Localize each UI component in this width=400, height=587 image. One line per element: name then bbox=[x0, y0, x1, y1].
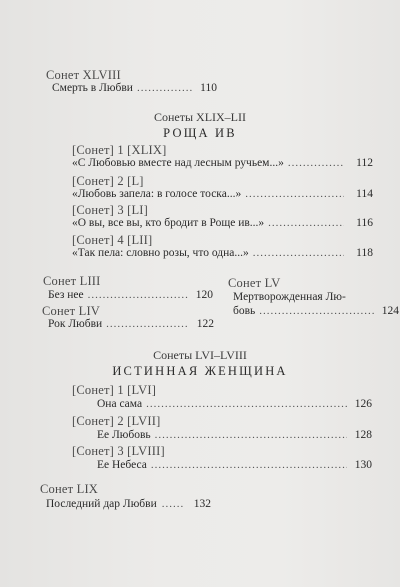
toc-heading-g2-1: [Сонет] 1 [LVI] bbox=[72, 383, 157, 397]
toc-page-number: 116 bbox=[356, 217, 373, 229]
toc-heading-s53: Сонет LIII bbox=[43, 274, 101, 288]
toc-heading-s48: Сонет XLVIII bbox=[46, 68, 121, 82]
toc-entry-s54[interactable] bbox=[48, 318, 214, 330]
dot-leader bbox=[155, 429, 347, 441]
toc-entry-g1-2[interactable] bbox=[72, 188, 373, 200]
dot-leader bbox=[259, 305, 373, 317]
dot-leader bbox=[268, 217, 344, 229]
dot-leader bbox=[151, 459, 347, 471]
toc-title: Ее Небеса bbox=[97, 459, 147, 471]
group-heading-49-52: Сонеты XLIX–LII bbox=[153, 110, 247, 124]
toc-title: «О вы, все вы, кто бродит в Роще ив...» bbox=[72, 217, 265, 229]
toc-heading-s54: Сонет LIV bbox=[42, 304, 101, 318]
toc-entry-s48[interactable] bbox=[52, 82, 217, 94]
toc-title: «Так пела: словно розы, что одна...» bbox=[72, 247, 249, 259]
toc-title: «С Любовью вместе над лесным ручьем...» bbox=[72, 157, 284, 169]
toc-heading-s59: Сонет LIX bbox=[40, 482, 99, 496]
toc-heading-g1-2: [Сонет] 2 [L] bbox=[72, 174, 144, 188]
toc-heading-g2-2: [Сонет] 2 [LVII] bbox=[72, 414, 161, 428]
toc-page-number: 126 bbox=[354, 398, 372, 410]
toc-entry-g2-1[interactable] bbox=[97, 398, 372, 410]
dot-leader bbox=[245, 188, 344, 200]
dot-leader bbox=[106, 318, 189, 330]
toc-title: Смерть в Любви bbox=[52, 82, 133, 94]
toc-page-number: 132 bbox=[193, 498, 211, 510]
group-title-willowwood: РОЩА ИВ bbox=[163, 126, 237, 140]
toc-page-number: 112 bbox=[356, 157, 373, 169]
toc-page-number: 120 bbox=[195, 289, 213, 301]
dot-leader bbox=[146, 398, 347, 410]
toc-title-line2: бовь bbox=[233, 305, 256, 317]
toc-entry-g2-2[interactable] bbox=[97, 429, 372, 441]
toc-entry-s59[interactable] bbox=[46, 498, 211, 510]
toc-title: «Любовь запела: в голосе тоска...» bbox=[72, 188, 242, 200]
toc-page-number: 128 bbox=[354, 429, 372, 441]
dot-leader bbox=[253, 247, 344, 259]
dot-leader bbox=[162, 498, 184, 510]
dot-leader bbox=[288, 157, 344, 169]
toc-heading-g2-3: [Сонет] 3 [LVIII] bbox=[72, 444, 165, 458]
toc-page-number: 122 bbox=[196, 318, 214, 330]
toc-page-number: 124 bbox=[381, 305, 399, 317]
toc-heading-s55: Сонет LV bbox=[228, 276, 281, 290]
toc-entry-g1-3[interactable] bbox=[72, 217, 373, 229]
toc-page-number: 110 bbox=[200, 82, 217, 94]
toc-title: Она сама bbox=[97, 398, 143, 410]
toc-entry-g2-3[interactable] bbox=[97, 459, 372, 471]
toc-title: Ее Любовь bbox=[97, 429, 151, 441]
toc-heading-g1-3: [Сонет] 3 [LI] bbox=[72, 203, 149, 217]
dot-leader bbox=[88, 289, 188, 301]
toc-entry-g1-1[interactable] bbox=[72, 157, 373, 169]
toc-title: Последний дар Любви bbox=[46, 498, 157, 510]
group-title-true-woman: ИСТИННАЯ ЖЕНЩИНА bbox=[112, 364, 288, 378]
toc-page-number: 118 bbox=[356, 247, 373, 259]
toc-heading-g1-4: [Сонет] 4 [LII] bbox=[72, 233, 153, 247]
toc-title-line1: Мертворожденная Лю- bbox=[233, 291, 346, 303]
toc-title: Без нее bbox=[48, 289, 84, 301]
toc-entry-g1-4[interactable] bbox=[72, 247, 373, 259]
toc-page-number: 114 bbox=[356, 188, 373, 200]
toc-entry-s53[interactable] bbox=[48, 289, 213, 301]
toc-heading-g1-1: [Сонет] 1 [XLIX] bbox=[72, 143, 167, 157]
toc-title: Рок Любви bbox=[48, 318, 103, 330]
dot-leader bbox=[137, 82, 194, 94]
toc-page-number: 130 bbox=[354, 459, 372, 471]
group-heading-56-58: Сонеты LVI–LVIII bbox=[153, 348, 247, 362]
toc-entry-s55[interactable] bbox=[233, 305, 399, 317]
